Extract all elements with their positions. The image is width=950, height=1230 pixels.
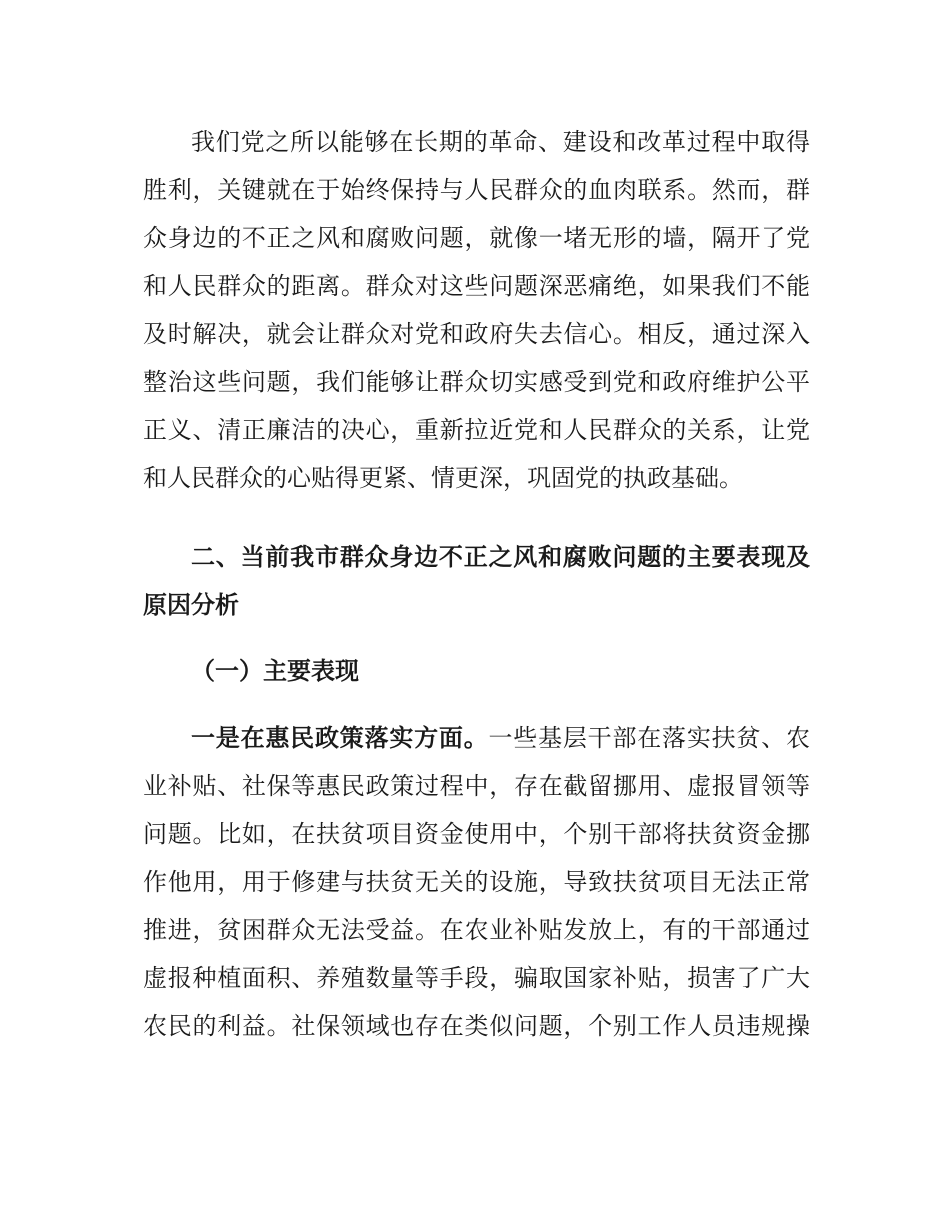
section-heading-line-2: 原因分析: [143, 591, 239, 619]
paragraph-2-line-1: [191, 718, 810, 758]
paragraph-1-line-6: 整治这些问题，我们能够让群众切实感受到党和政府维护公平: [143, 368, 810, 396]
paragraph-2-first-rest: 一些基层干部在落实扶贫、农: [488, 724, 810, 752]
paragraph-1-line-3: 众身边的不正之风和腐败问题，就像一堵无形的墙，隔开了党: [143, 224, 810, 252]
paragraph-2-line-7: 农民的利益。社保领域也存在类似问题，个别工作人员违规操: [143, 1012, 810, 1040]
paragraph-2-line-4: 作他用，用于修建与扶贫无关的设施，导致扶贫项目无法正常: [143, 868, 810, 896]
sub-heading: （一）主要表现: [191, 657, 359, 685]
paragraph-2-line-6: 虚报种植面积、养殖数量等手段，骗取国家补贴，损害了广大: [143, 964, 810, 992]
paragraph-1-line-1: 我们党之所以能够在长期的革命、建设和改革过程中取得: [191, 128, 810, 156]
paragraph-1-line-4: 和人民群众的距离。群众对这些问题深恶痛绝，如果我们不能: [143, 272, 810, 300]
paragraph-1-line-2: 胜利，关键就在于始终保持与人民群众的血肉联系。然而，群: [143, 176, 810, 204]
paragraph-1-line-8: 和人民群众的心贴得更紧、情更深，巩固党的执政基础。: [143, 464, 743, 492]
section-heading-line-1: 二、当前我市群众身边不正之风和腐败问题的主要表现及: [191, 543, 810, 571]
paragraph-2-line-5: 推进，贫困群众无法受益。在农业补贴发放上，有的干部通过: [143, 916, 810, 944]
paragraph-2-line-3: 问题。比如，在扶贫项目资金使用中，个别干部将扶贫资金挪: [143, 820, 810, 848]
paragraph-1-line-7: 正义、清正廉洁的决心，重新拉近党和人民群众的关系，让党: [143, 416, 810, 444]
paragraph-1-line-5: 及时解决，就会让群众对党和政府失去信心。相反，通过深入: [143, 320, 810, 348]
paragraph-2-lead: 一是在惠民政策落实方面。: [191, 724, 489, 752]
paragraph-2-line-2: 业补贴、社保等惠民政策过程中，存在截留挪用、虚报冒领等: [143, 772, 810, 800]
